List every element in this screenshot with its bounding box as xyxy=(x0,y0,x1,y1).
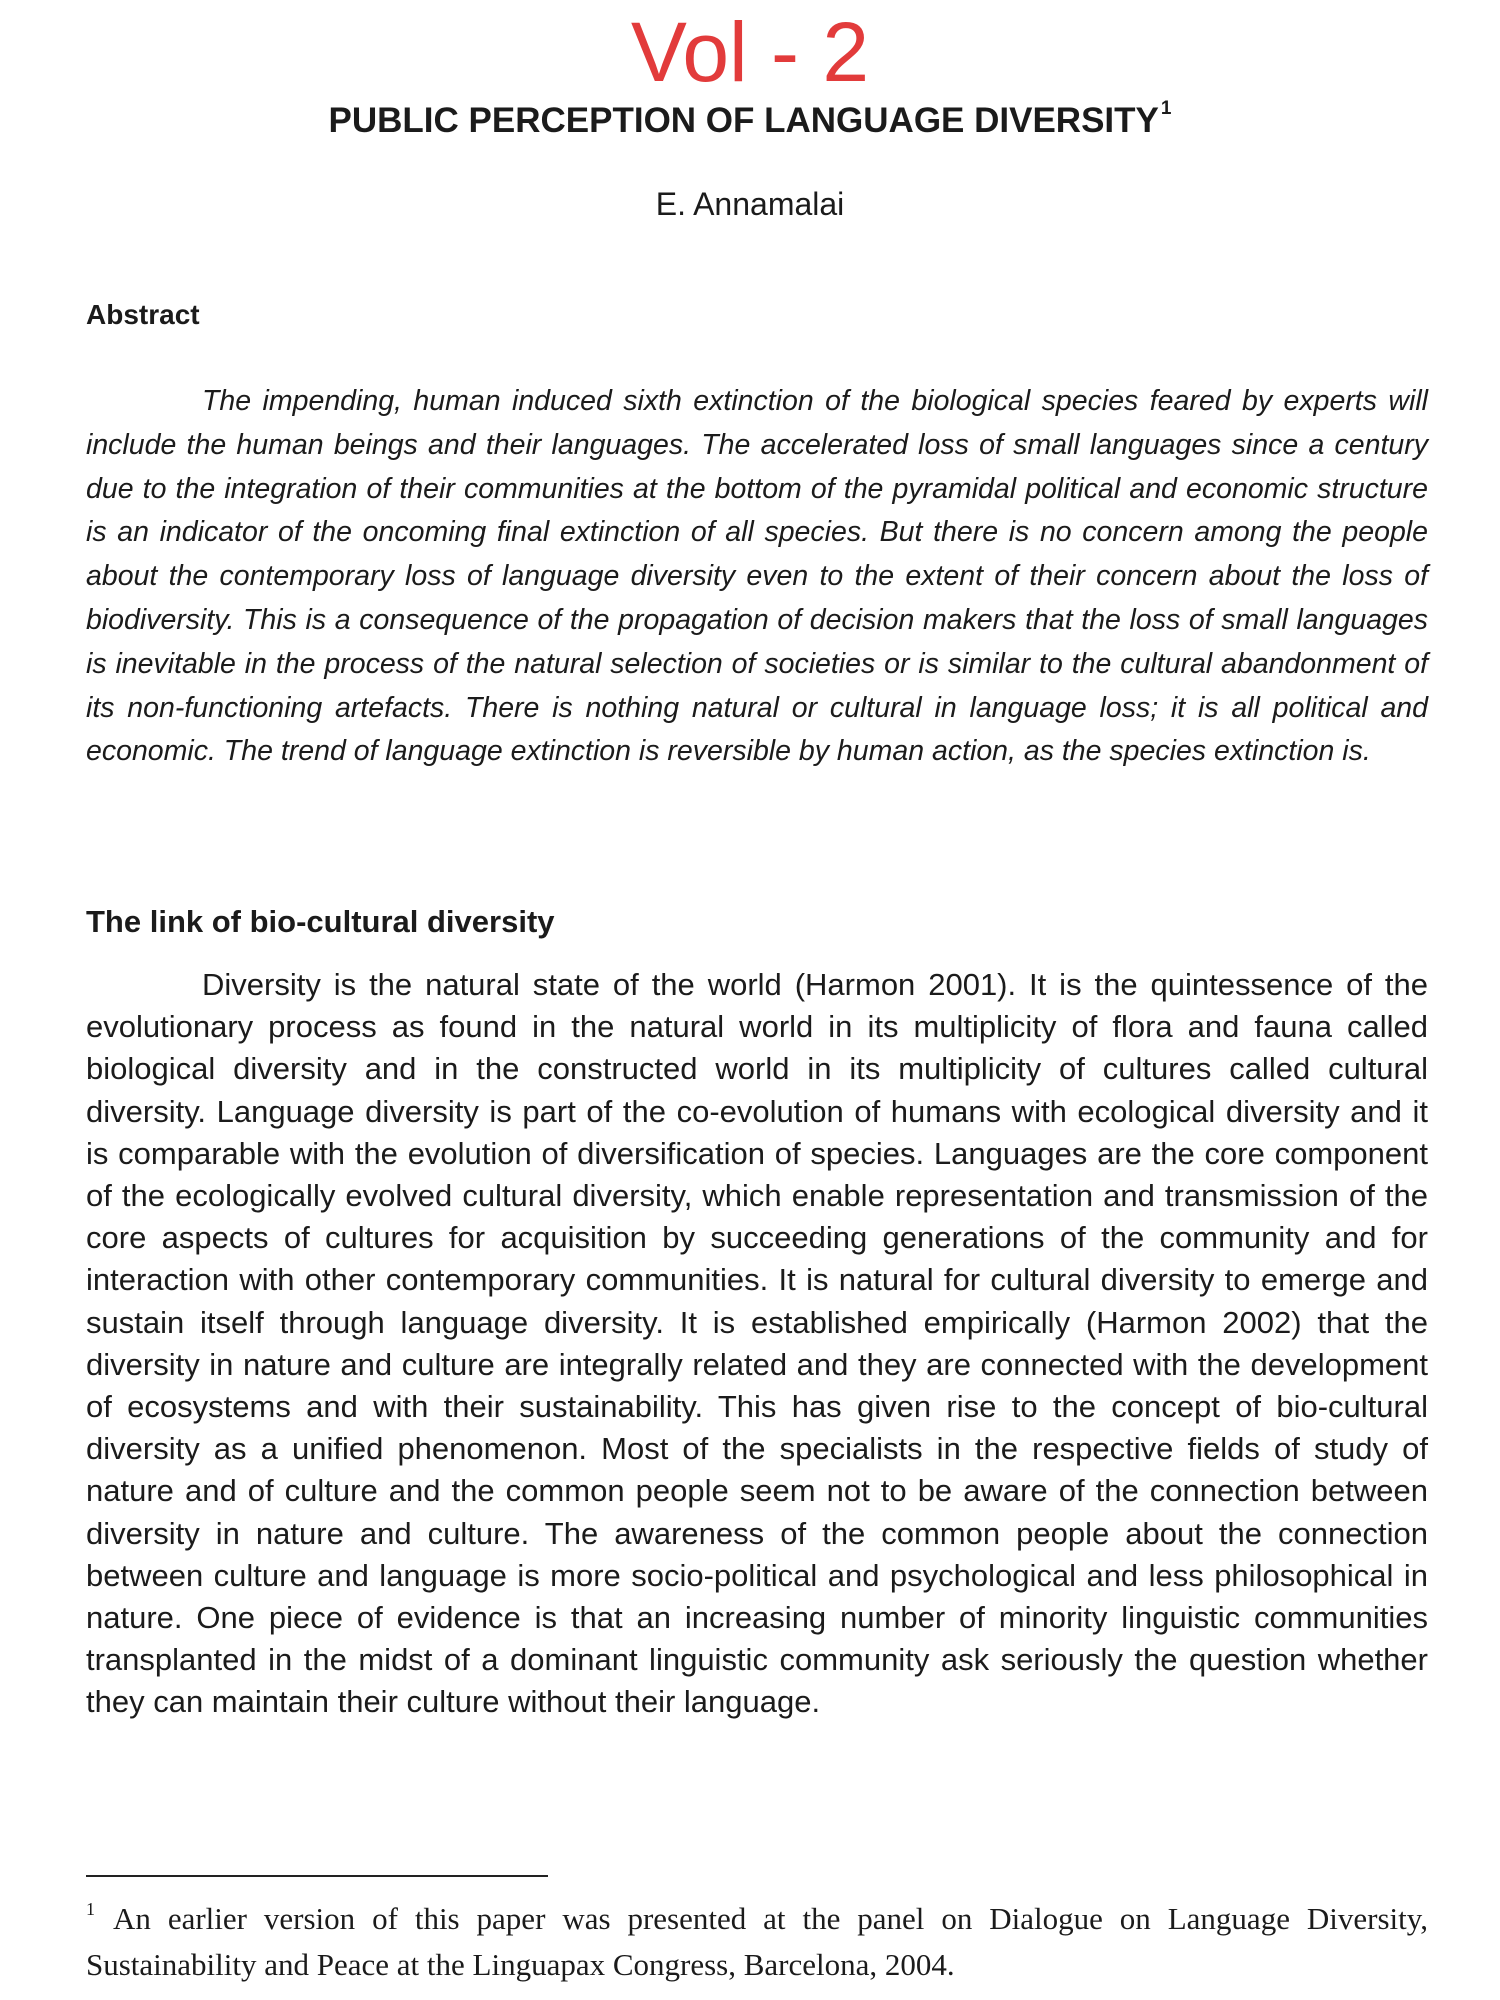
paper-title xyxy=(0,100,1500,148)
author-name: E. Annamalai xyxy=(655,186,845,222)
footnote-divider xyxy=(86,1875,548,1877)
section-body: Diversity is the natural state of the world (Harmon 2001). It is the quintessence of the evolutionary process as found in the natural world in its multiplicity of flora and fauna called biological diversity and in the constructed world in its multiplicity of cultures called cultural diversity. Language diversity is part of the co-evolution of humans with ecological diversity and it is comparable with the evolution of diversification of species. Languages are the core component of the ecologically evolved cultural diversity, which enable representation and transmission of the core aspects of cultures for acquisition by succeeding generations of the community and for interaction with other contemporary communities. It is natural for cultural diversity to emerge and sustain itself through language diversity. It is established empirically (Harmon 2002) that the diversity in nature and culture are integrally related and they are connected with the development of ecosystems and with their sustainability. This has given rise to the concept of bio-cultural diversity as a unified phenomenon. Most of the specialists in the respective fields of study of nature and of culture and the common people seem not to be aware of the connection between diversity in nature and culture. The awareness of the common people about the connection between culture and language is more socio-political and psychological and less philosophical in nature. One piece of evidence is that an increasing number of minority linguistic communities transplanted in the midst of a dominant linguistic community ask seriously the question whether they can maintain their culture without their language. xyxy=(86,967,1428,1720)
paper-title-text: PUBLIC PERCEPTION OF LANGUAGE DIVERSITY xyxy=(328,101,1159,140)
footnote-text: An earlier version of this paper was presented at the panel on Dialogue on Language Diversity, Sustainability and Peace at the Linguapax Congress, Barcelona, 2004. xyxy=(86,1901,1428,1982)
abstract-heading: Abstract xyxy=(86,299,200,330)
volume-label: Vol - 2 xyxy=(630,5,870,99)
abstract-body: The impending, human induced sixth extinction of the biological species feared by experts will include the human beings and their languages. The accelerated loss of small languages since a century due to the integration of their communities at the bottom of the pyramidal political and economic structure is an indicator of the oncoming final extinction of all species. But there is no concern among the people about the contemporary loss of language diversity even to the extent of their concern about the loss of biodiversity. This is a consequence of the propagation of decision makers that the loss of small languages is inevitable in the process of the natural selection of societies or is similar to the cultural abandonment of its non-functioning artefacts. There is nothing natural or cultural in language loss; it is all political and economic. The trend of language extinction is reversible by human action, as the species extinction is. xyxy=(86,385,1428,768)
section-heading: The link of bio-cultural diversity xyxy=(86,904,555,939)
footnote xyxy=(86,1898,1428,1986)
footnote-mark: 1 xyxy=(86,1899,95,1919)
title-footnote-mark: 1 xyxy=(1160,98,1172,119)
